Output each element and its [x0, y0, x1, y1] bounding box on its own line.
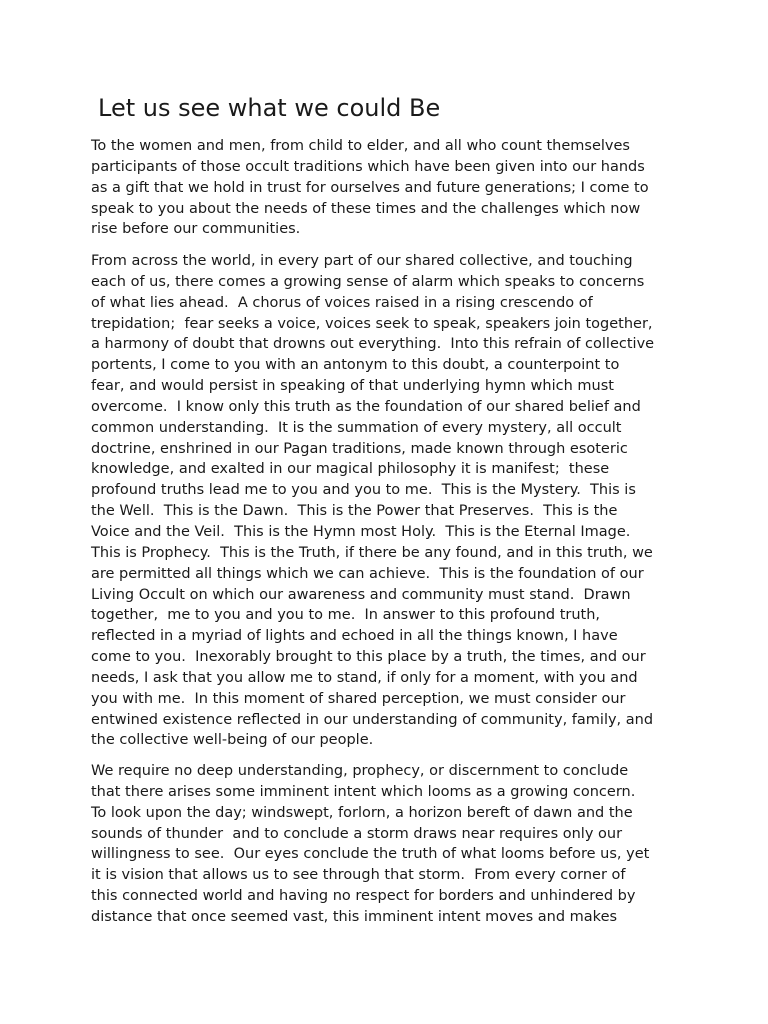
text-line: doctrine, enshrined in our Pagan traditions, made known through esoteric [91, 440, 628, 457]
text-line: the collective well-being of our people. [91, 732, 374, 749]
text-line: each of us, there comes a growing sense of alarm which speaks to concerns [91, 273, 645, 290]
text-line: needs, I ask that you allow me to stand, if only for a moment, with you and [91, 669, 638, 686]
text-line: overcome. I know only this truth as the foundation of our shared belief and [91, 398, 641, 415]
text-line: rise before our communities. [91, 221, 301, 238]
text-line: reflected in a myriad of lights and echoed in all the things known, I have [91, 628, 618, 645]
text-line: From across the world, in every part of our shared collective, and touching [91, 253, 633, 269]
text-line: trepidation; fear seeks a voice, voices seek to speak, speakers join together, [91, 315, 653, 332]
text-line: participants of those occult traditions which have been given into our hands [91, 158, 645, 175]
text-line: come to you. Inexorably brought to this place by a truth, the times, and our [91, 649, 646, 666]
text-line: Voice and the Veil. This is the Hymn most Holy. This is the Eternal Image. [91, 523, 631, 540]
document-title: Let us see what we could Be [98, 94, 441, 122]
text-line: profound truths lead me to you and you to me. This is the Mystery. This is [91, 482, 636, 499]
text-line: distance that once seemed vast, this imminent intent moves and makes [91, 908, 618, 925]
text-line: Living Occult on which our awareness and community must stand. Drawn [91, 586, 631, 603]
text-line: portents, I come to you with an antonym to this doubt, a counterpoint to [91, 357, 620, 374]
text-line: a harmony of doubt that drowns out everything. Into this refrain of collective [91, 336, 655, 353]
text-line: this connected world and having no respect for borders and unhindered by [91, 888, 636, 905]
text-line: knowledge, and exalted in our magical philosophy it is manifest; these [91, 461, 610, 478]
text-line: This is Prophecy. This is the Truth, if there be any found, and in this truth, we [91, 544, 653, 561]
text-line: fear, and would persist in speaking of that underlying hymn which must [91, 378, 614, 395]
paragraph-3 [91, 761, 691, 928]
text-line: To the women and men, from child to elder, and all who count themselves [91, 138, 630, 154]
text-line: speak to you about the needs of these times and the challenges which now [91, 200, 641, 217]
text-line: it is vision that allows us to see through that storm. From every corner of [91, 867, 626, 884]
text-line: willingness to see. Our eyes conclude the truth of what looms before us, yet [91, 846, 650, 863]
text-line: that there arises some imminent intent which looms as a growing concern. [91, 783, 636, 800]
text-line: together, me to you and you to me. In answer to this profound truth, [91, 607, 601, 624]
text-line: common understanding. It is the summation of every mystery, all occult [91, 419, 622, 436]
text-line: as a gift that we hold in trust for ourselves and future generations; I come to [91, 179, 649, 196]
text-line: the Well. This is the Dawn. This is the Power that Preserves. This is the [91, 503, 618, 520]
text-line: entwined existence reflected in our understanding of community, family, and [91, 711, 654, 728]
text-line: of what lies ahead. A chorus of voices raised in a rising crescendo of [91, 294, 593, 311]
text-line: are permitted all things which we can achieve. This is the foundation of our [91, 565, 644, 582]
text-line: To look upon the day; windswept, forlorn, a horizon bereft of dawn and the [91, 804, 633, 821]
paragraph-1 [91, 136, 691, 240]
text-line: We require no deep understanding, prophecy, or discernment to conclude [91, 763, 629, 779]
text-line: you with me. In this moment of shared perception, we must consider our [91, 690, 626, 707]
text-line: sounds of thunder and to conclude a storm draws near requires only our [91, 825, 623, 842]
paragraph-2 [91, 251, 691, 751]
